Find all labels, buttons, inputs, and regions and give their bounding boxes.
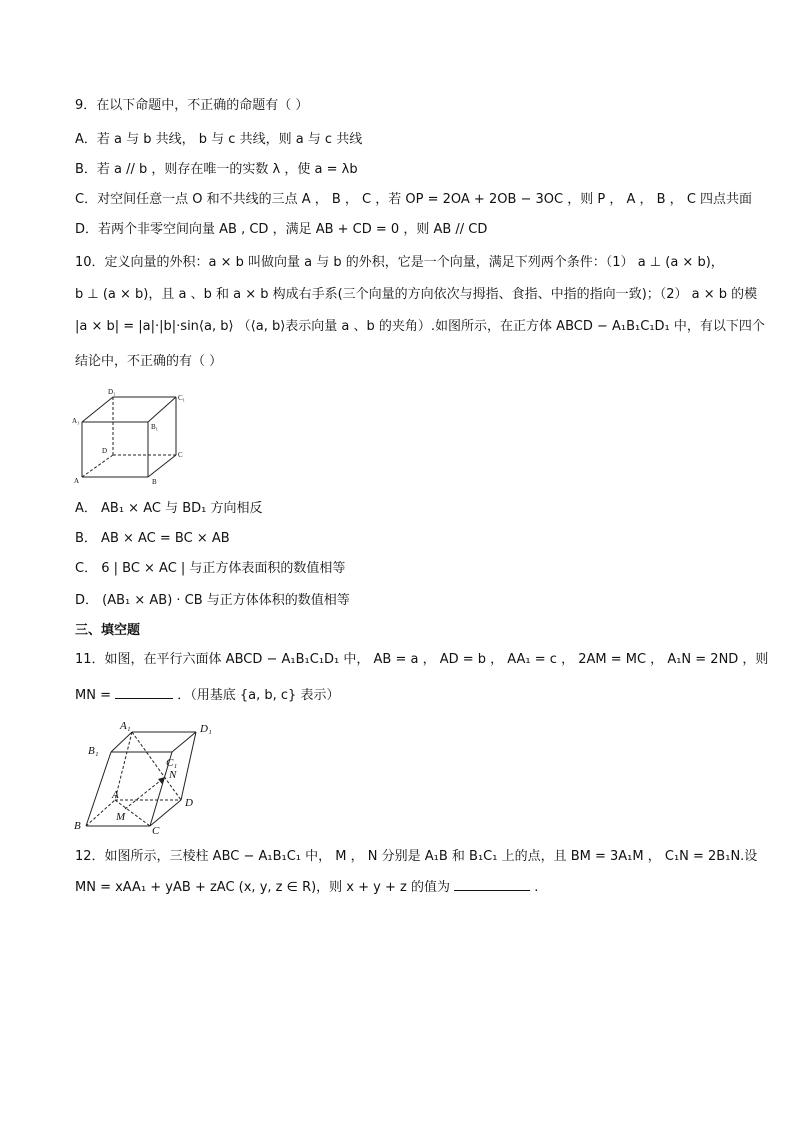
q12-line-2 bbox=[75, 878, 538, 897]
q9-stem: 9．在以下命题中，不正确的命题有（ ） bbox=[75, 98, 309, 113]
pp-label-c: C bbox=[152, 825, 160, 837]
q10-line-1: 10．定义向量的外积：a × b 叫做向量 a 与 b 的外积，它是一个向量，满足下列两个条件：（1） a ⊥ (a × b)， bbox=[75, 255, 724, 270]
q10-option-b: B． AB × AC = BC × AB bbox=[75, 531, 230, 546]
pp-label-d: D bbox=[185, 797, 193, 809]
q10-line-3: |a × b| = |a|·|b|·sin⟨a, b⟩ （⟨a, b⟩表示向量 a 、b 的夹角）.如图所示，在正方体 ABCD − A₁B₁C₁D₁ 中，有以下四个 bbox=[75, 319, 765, 334]
q12-answer-blank[interactable] bbox=[454, 878, 530, 891]
q10-option-c: C． 6 | BC × AC | 与正方体表面积的数值相等 bbox=[75, 561, 346, 576]
q10-option-a: A． AB₁ × AC 与 BD₁ 方向相反 bbox=[75, 501, 263, 516]
q11-line-2-prefix: MN = bbox=[75, 688, 111, 703]
q9-option-a: A．若 a 与 b 共线， b 与 c 共线，则 a 与 c 共线 bbox=[75, 132, 363, 147]
cube-label-d1: D₁ bbox=[108, 388, 116, 396]
q9-option-b: B．若 a // b ，则存在唯一的实数 λ ，使 a = λb bbox=[75, 162, 358, 177]
pp-label-a: A bbox=[112, 789, 119, 801]
pp-label-c1: C₁ bbox=[166, 757, 178, 769]
cube-label-a: A bbox=[74, 477, 80, 485]
q10-line-4: 结论中，不正确的有（ ） bbox=[75, 354, 223, 369]
cube-label-a1: A₁ bbox=[72, 417, 80, 425]
q11-line-1: 11．如图，在平行六面体 ABCD − A₁B₁C₁D₁ 中， AB = a ， AD = b ， AA₁ = c ， 2AM = MC ， A₁N = 2ND ，则 bbox=[75, 652, 769, 667]
q9-option-d: D．若两个非零空间向量 AB , CD ，满足 AB + CD = 0 ，则 AB // CD bbox=[75, 222, 488, 237]
q9-option-c: C．对空间任意一点 O 和不共线的三点 A ， B ， C ，若 OP = 2OA + 2OB − 3OC ，则 P ， A ， B ， C 四点共面 bbox=[75, 192, 753, 207]
q10-option-d: D． (AB₁ × AB) · CB 与正方体体积的数值相等 bbox=[75, 593, 350, 608]
q12-line-2-prefix: MN = xAA₁ + yAB + zAC (x, y, z ∈ R)，则 x + y + z 的值为 bbox=[75, 880, 450, 895]
pp-label-d1: D₁ bbox=[200, 723, 212, 735]
pp-label-n: N bbox=[169, 769, 177, 781]
pp-label-b1: B₁ bbox=[88, 745, 99, 757]
cube-label-d: D bbox=[102, 447, 108, 455]
q12-line-1: 12．如图所示，三棱柱 ABC − A₁B₁C₁ 中， M ， N 分别是 A₁B 和 B₁C₁ 上的点，且 BM = 3A₁M ， C₁N = 2B₁N.设 bbox=[75, 849, 758, 864]
q12-line-2-suffix: . bbox=[534, 880, 539, 895]
q11-line-2-suffix: ．（用基底 {a, b, c} 表示） bbox=[177, 688, 340, 703]
q11-line-2 bbox=[75, 686, 339, 705]
cube-label-c: C bbox=[178, 451, 183, 459]
parallelepiped-figure bbox=[68, 716, 228, 838]
cube-figure bbox=[68, 385, 198, 490]
cube-label-c1: C₁ bbox=[178, 394, 186, 402]
cube-label-b1: B₁ bbox=[151, 423, 159, 431]
pp-label-m: M bbox=[116, 811, 126, 823]
section-heading-fill-in: 三、填空题 bbox=[75, 623, 141, 638]
q10-line-2: b ⊥ (a × b)，且 a 、b 和 a × b 构成右手系(三个向量的方向依次与拇指、食指、中指的指向一致)；（2） a × b 的模 bbox=[75, 287, 758, 302]
cube-label-b: B bbox=[152, 478, 157, 486]
q11-answer-blank[interactable] bbox=[115, 686, 173, 699]
pp-label-b: B bbox=[74, 820, 81, 832]
pp-label-a1: A₁ bbox=[120, 720, 131, 732]
